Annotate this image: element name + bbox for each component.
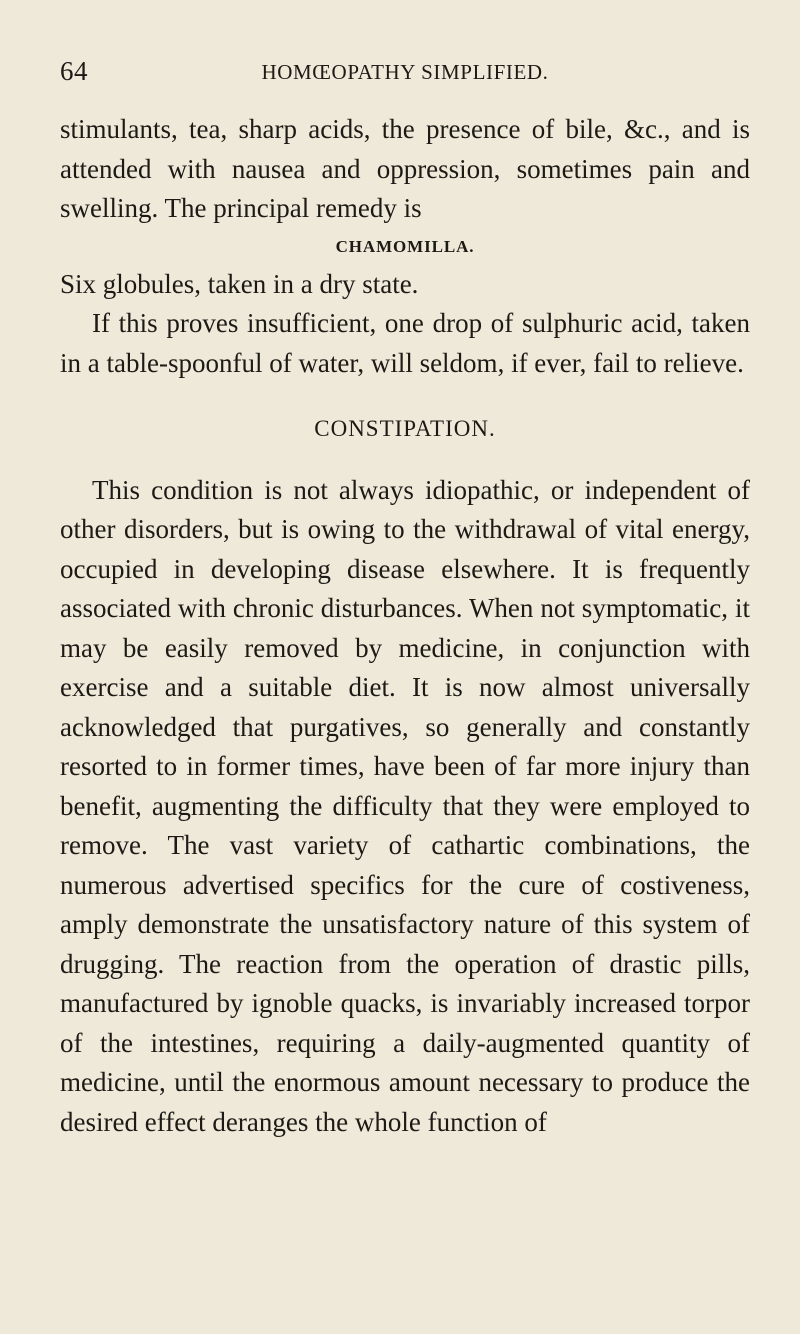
dosage-paragraph: Six globules, taken in a dry state. bbox=[60, 268, 419, 299]
header-title: HOMŒOPATHY SIMPLIFIED. bbox=[261, 60, 549, 84]
running-head bbox=[60, 52, 750, 92]
body-text bbox=[60, 110, 750, 1142]
section-heading: CONSTIPATION. bbox=[314, 416, 496, 441]
constipation-paragraph: This condition is not always idiopathic, or independent of other disorders, but is owing to the withdrawal of vital energy, occupied in developing disease elsewhere. It is frequently associated with chronic disturbances. When not symptomatic, it may be easily removed by medicine, in conjunction with exercise and a suitable diet. It is now almost universally acknowledged that purgatives, so generally and constantly resorted to in former times, have been of far more injury than benefit, augmenting the difficulty that they were employed to remove. The vast variety of cathartic combinations, the numerous advertised specifics for the cure of costiveness, amply demonstrate the unsatisfactory nature of this system of drugging. The reaction from the operation of drastic pills, manufactured by ignoble quacks, is invariably increased torpor of the intestines, requiring a daily-augmented quantity of medicine, until the enormous amount necessary to produce the desired effect deranges the whole function of bbox=[60, 474, 750, 1137]
paragraph-continuation: stimulants, tea, sharp acids, the presence of bile, &c., and is attended with nausea and oppression, sometimes pain and swelling. The principal remedy is bbox=[60, 114, 750, 223]
remedy-name: CHAMOMILLA. bbox=[335, 236, 475, 256]
remedy-alternative-paragraph: If this proves insufficient, one drop of sulphuric acid, taken in a table-spoonful of water, will seldom, if ever, fail to relieve. bbox=[60, 308, 750, 378]
page-number: 64 bbox=[60, 56, 88, 86]
book-page bbox=[60, 52, 750, 1312]
